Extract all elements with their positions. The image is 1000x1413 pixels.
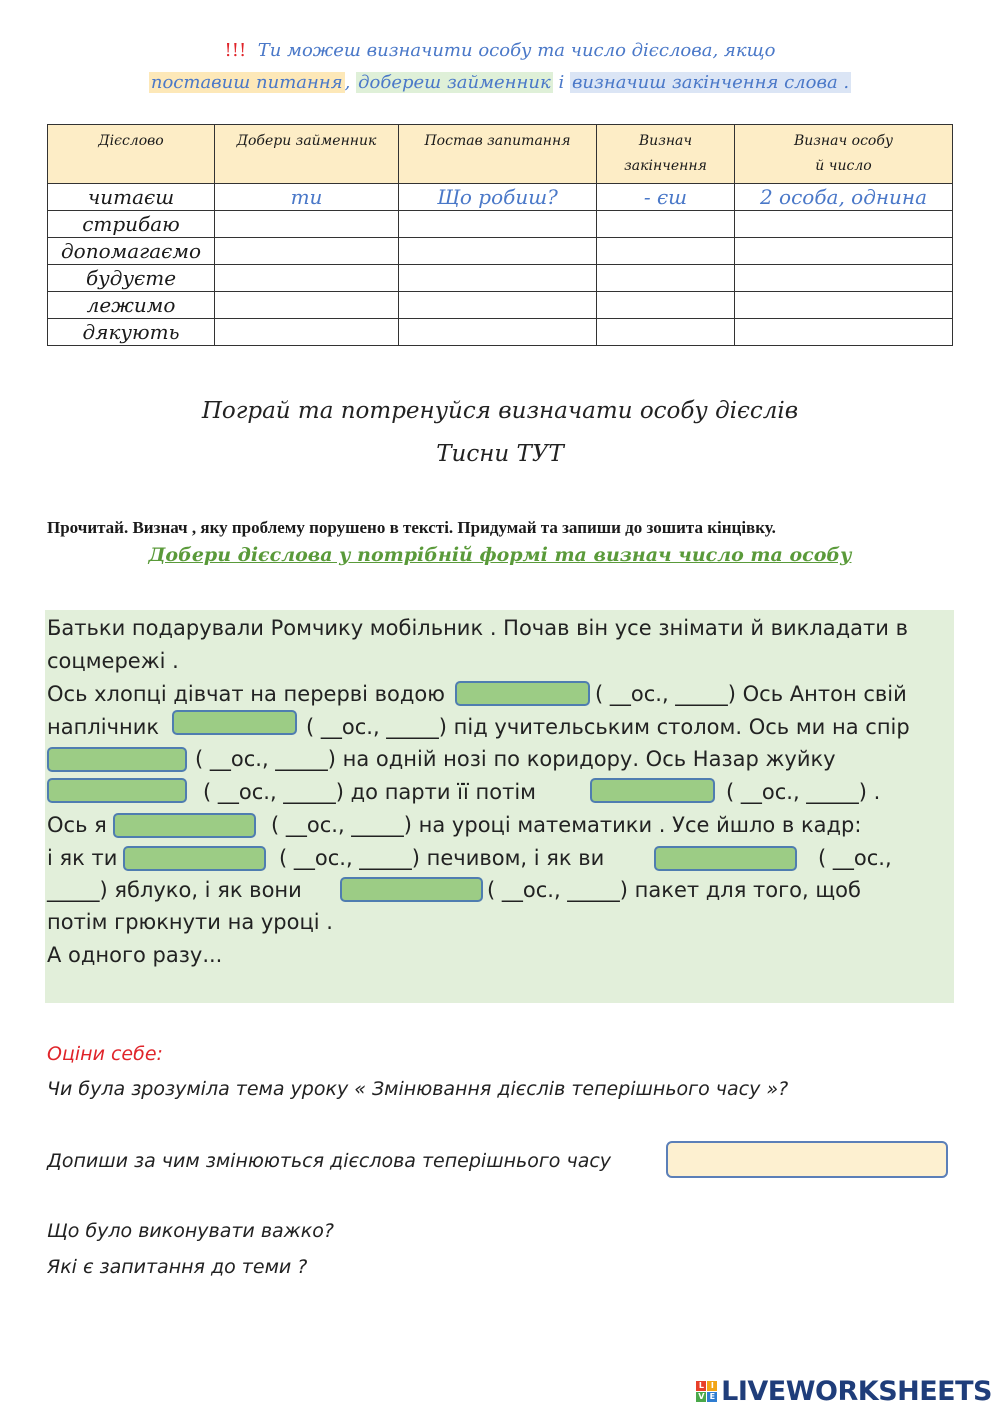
answer-field[interactable]	[47, 747, 187, 772]
logo-text: LIVEWORKSHEETS	[721, 1376, 992, 1407]
question-cell[interactable]	[399, 238, 597, 265]
task-subtitle: Добери дієслова у потрібній формі та визнач число та особу	[148, 544, 852, 566]
hint-line-2	[0, 72, 1000, 93]
story-line: соцмережі .	[47, 649, 179, 673]
story-line: ( __ос., _____) на уроці математики . Усе йшло в кадр:	[271, 813, 862, 837]
story-line: Батьки подарували Ромчику мобільник . Почав він усе знімати й викладати в	[47, 616, 908, 640]
story-line: наплічник	[47, 715, 160, 739]
pronoun-cell[interactable]	[215, 265, 399, 292]
table-row	[48, 292, 953, 319]
verb-cell: будуєте	[48, 265, 215, 292]
story-line: потім грюкнути на уроці .	[47, 910, 333, 934]
ending-cell[interactable]	[597, 265, 735, 292]
pronoun-cell[interactable]	[215, 319, 399, 346]
header-pronoun: Добери займенник	[215, 125, 399, 184]
answer-field[interactable]	[654, 846, 797, 871]
story-line: ( __ос., _____) на одній нозі по коридору. Ось Назар жуйку	[195, 747, 836, 771]
answer-field[interactable]	[340, 877, 483, 902]
question-cell[interactable]	[399, 319, 597, 346]
task-instruction: Прочитай. Визнач , яку проблему порушено в тексті. Придумай та запиши до зошита кінцівку.	[47, 518, 776, 537]
story-line: ( __ос., _____) .	[726, 780, 881, 804]
evaluation-question: Чи була зрозуміла тема уроку « Змінювання дієслів теперішнього часу »?	[47, 1078, 789, 1100]
question-cell[interactable]	[399, 211, 597, 238]
answer-field[interactable]	[455, 681, 590, 706]
pronoun-cell[interactable]: ти	[215, 184, 399, 211]
exclamation-mark: !!!	[224, 40, 247, 61]
story-line: ( __ос., _____) пакет для того, щоб	[487, 878, 861, 902]
answer-field[interactable]	[123, 846, 266, 871]
hint-pronoun: добереш займенник	[358, 72, 551, 93]
table-row	[48, 184, 953, 211]
hint-ending: визначиш закінчення слова .	[571, 72, 850, 93]
hint-line-1	[0, 40, 1000, 61]
story-line: ( __ос., _____) печивом, і як ви	[279, 846, 605, 870]
answer-field[interactable]	[590, 778, 715, 803]
answer-input[interactable]	[666, 1141, 948, 1178]
pronoun-cell[interactable]	[215, 292, 399, 319]
story-line: А одного разу...	[47, 943, 223, 967]
story-line: ( __ос., _____) під учительським столом. Ось ми на спір	[306, 715, 910, 739]
header-verb: Дієслово	[48, 125, 215, 184]
game-link[interactable]: Тисни ТУТ	[436, 441, 564, 467]
story-line: ( __ос.,	[818, 846, 892, 870]
table-row	[48, 319, 953, 346]
verb-cell: стрибаю	[48, 211, 215, 238]
header-ending: Визнач закінчення	[597, 125, 735, 184]
hint-text: Ти можеш визначити особу та число дієслова, якщо	[257, 40, 776, 61]
verb-cell: читаєш	[48, 184, 215, 211]
logo-icon: L I V E	[696, 1381, 717, 1402]
person-cell[interactable]	[735, 265, 953, 292]
person-cell[interactable]	[735, 319, 953, 346]
ending-cell[interactable]	[597, 292, 735, 319]
verb-cell: дякують	[48, 319, 215, 346]
answer-field[interactable]	[172, 710, 297, 735]
game-prompt: Пограй та потренуйся визначати особу дієслів	[201, 398, 799, 424]
verb-table	[47, 124, 953, 346]
table-header-row	[48, 125, 953, 184]
ending-cell[interactable]: - єш	[597, 184, 735, 211]
hint-question: поставиш питання	[150, 72, 343, 93]
pronoun-cell[interactable]	[215, 238, 399, 265]
answer-field[interactable]	[47, 778, 187, 803]
story-line: і як ти	[47, 846, 118, 870]
story-line: Ось я	[47, 813, 107, 837]
person-cell[interactable]	[735, 211, 953, 238]
person-cell[interactable]	[735, 292, 953, 319]
evaluation-question: Що було виконувати важко?	[47, 1220, 334, 1242]
table-row	[48, 238, 953, 265]
table-row	[48, 265, 953, 292]
liveworksheets-logo	[696, 1376, 992, 1407]
question-cell[interactable]	[399, 265, 597, 292]
pronoun-cell[interactable]	[215, 211, 399, 238]
ending-cell[interactable]	[597, 319, 735, 346]
table-row	[48, 211, 953, 238]
hint-sep-2: і	[558, 72, 565, 93]
verb-cell: лежимо	[48, 292, 215, 319]
answer-field[interactable]	[113, 813, 256, 838]
hint-sep-1: ,	[344, 72, 351, 93]
header-question: Постав запитання	[399, 125, 597, 184]
person-cell[interactable]: 2 особа, однина	[735, 184, 953, 211]
verb-cell: допомагаємо	[48, 238, 215, 265]
story-line: _____) яблуко, і як вони	[47, 878, 302, 902]
evaluation-title: Оціни себе:	[47, 1043, 163, 1065]
ending-cell[interactable]	[597, 238, 735, 265]
question-cell[interactable]: Що робиш?	[399, 184, 597, 211]
story-line: ( __ос., _____) Ось Антон свій	[595, 682, 907, 706]
story-line: Ось хлопці дівчат на перерві водою	[47, 682, 445, 706]
ending-cell[interactable]	[597, 211, 735, 238]
question-cell[interactable]	[399, 292, 597, 319]
person-cell[interactable]	[735, 238, 953, 265]
evaluation-question: Допиши за чим змінюються дієслова теперішнього часу	[47, 1150, 612, 1172]
evaluation-question: Які є запитання до теми ?	[47, 1256, 308, 1278]
story-line: ( __ос., _____) до парти її потім	[203, 780, 537, 804]
header-person: Визнач особу й число	[735, 125, 953, 184]
